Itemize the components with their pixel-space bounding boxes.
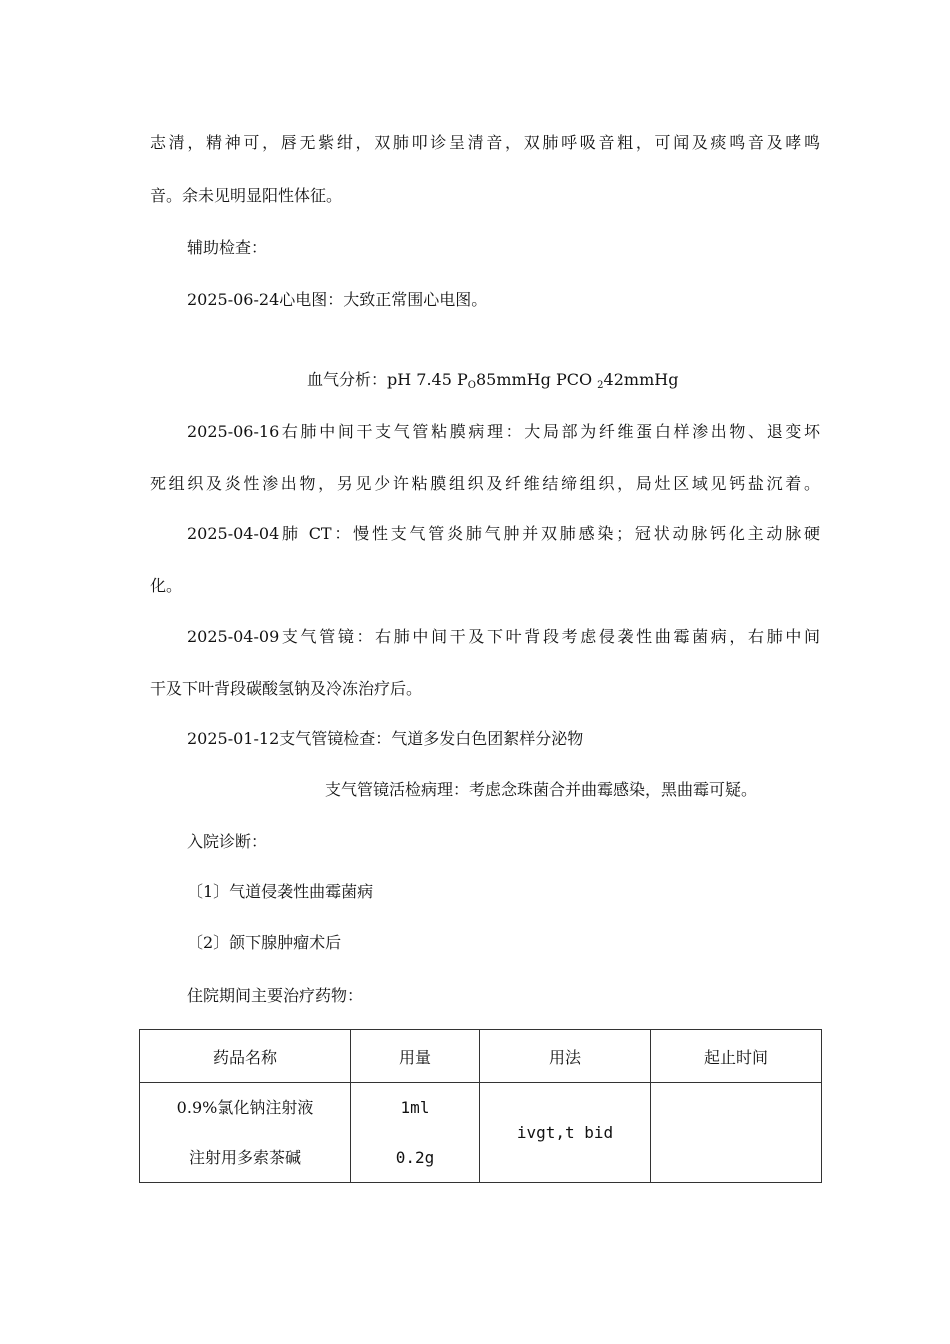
col-header-period: 起止时间 [651, 1030, 822, 1083]
table-row [140, 1083, 822, 1183]
col-header-dose: 用量 [351, 1030, 480, 1083]
biopsy-pathology: 支气管镜活检病理：考虑念珠菌合并曲霉感染，黑曲霉可疑。 [325, 780, 758, 799]
pathology-line-1: 2025-06-16右肺中间干支气管粘膜病理：大局部为纤维蛋白样渗出物、退变坏 [187, 422, 820, 441]
ct-line-1: 2025-04-04肺 CT：慢性支气管炎肺气肿并双肺感染；冠状动脉钙化主动脉硬 [187, 524, 820, 543]
diagnosis-item: 〔1〕气道侵袭性曲霉菌病 [187, 882, 374, 901]
bronchoscopy-line-1: 2025-04-09支气管镜：右肺中间干及下叶背段考虑侵袭性曲霉菌病，右肺中间 [187, 627, 820, 646]
meds-heading: 住院期间主要治疗药物： [187, 986, 364, 1005]
drug-name-cell [140, 1083, 351, 1183]
diagnosis-heading: 入院诊断： [187, 832, 268, 851]
ecg-result: 2025-06-24心电图：大致正常围心电图。 [187, 290, 488, 309]
blood-gas-mid: 85mmHg PCO [475, 370, 598, 389]
drug-name: 注射用多索茶碱 [188, 1147, 301, 1167]
dose-cell [351, 1083, 480, 1183]
blood-gas-prefix: 血气分析：pH 7.45 P [307, 370, 468, 389]
exam-line-2: 音。余未见明显阳性体征。 [150, 186, 343, 205]
ct-line-2: 化。 [150, 576, 183, 595]
diagnosis-item: 〔2〕颌下腺肿瘤术后 [187, 933, 342, 952]
blood-gas-sub-2: 2 [597, 380, 604, 391]
pathology-line-2: 死组织及炎性渗出物，另见少许粘膜组织及纤维结缔组织，局灶区域见钙盐沉着。 [150, 474, 820, 493]
blood-gas-suffix: 42mmHg [603, 370, 679, 389]
drug-dose: 0.2g [395, 1147, 435, 1167]
col-header-usage: 用法 [480, 1030, 651, 1083]
period-cell [651, 1083, 822, 1183]
col-header-drug-name: 药品名称 [140, 1030, 351, 1083]
blood-gas-result [307, 370, 678, 396]
usage-cell: ivgt,t bid [480, 1083, 651, 1183]
aux-heading: 辅助检查： [187, 238, 268, 257]
table-header-row [140, 1030, 822, 1083]
blood-gas-sub-o: O [467, 380, 476, 391]
bronchoscopy-exam: 2025-01-12支气管镜检查：气道多发白色团絮样分泌物 [187, 729, 584, 748]
drug-name: 0.9%氯化钠注射液 [176, 1097, 314, 1117]
exam-line-1: 志清，精神可，唇无紫绀，双肺叩诊呈清音，双肺呼吸音粗，可闻及痰鸣音及哮鸣 [150, 133, 820, 152]
bronchoscopy-line-2: 干及下叶背段碳酸氢钠及冷冻治疗后。 [150, 679, 423, 698]
drug-dose: 1ml [400, 1097, 430, 1117]
medication-table [139, 1029, 822, 1183]
